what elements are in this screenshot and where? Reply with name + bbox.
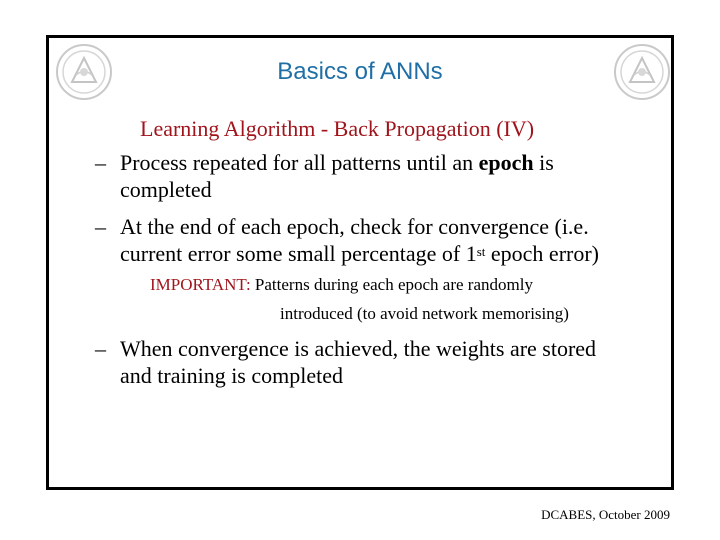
important-note-line: introduced (to avoid network memorising) bbox=[280, 304, 569, 323]
note-text: Patterns during each epoch are randomly bbox=[250, 275, 533, 294]
bullet-dash: – bbox=[95, 336, 106, 361]
bullet-line: At the end of each epoch, check for convergence (i.e. bbox=[120, 214, 589, 239]
bullet-line bbox=[120, 241, 599, 267]
superscript: st bbox=[476, 244, 486, 259]
bullet-line: completed bbox=[120, 177, 212, 202]
slide-title: Basics of ANNs bbox=[277, 58, 443, 85]
bullet-dash: – bbox=[95, 150, 106, 175]
important-label: IMPORTANT: bbox=[150, 275, 251, 294]
important-note-line bbox=[150, 275, 533, 295]
bullet-text: Process repeated for all patterns until an bbox=[120, 150, 479, 175]
bullet-dash: – bbox=[95, 214, 106, 239]
bullet-text: is bbox=[533, 150, 554, 175]
bold-term-epoch: epoch bbox=[478, 150, 534, 175]
bullet-line bbox=[120, 150, 554, 176]
slide-footer: DCABES, October 2009 bbox=[541, 507, 670, 522]
bullet-text: current error some small percentage of 1 bbox=[120, 241, 477, 266]
bullet-line: and training is completed bbox=[120, 363, 343, 388]
slide-subtitle: Learning Algorithm - Back Propagation (IV) bbox=[140, 116, 535, 141]
bullet-line: When convergence is achieved, the weights are stored bbox=[120, 336, 597, 361]
bullet-text: epoch error) bbox=[485, 241, 600, 266]
